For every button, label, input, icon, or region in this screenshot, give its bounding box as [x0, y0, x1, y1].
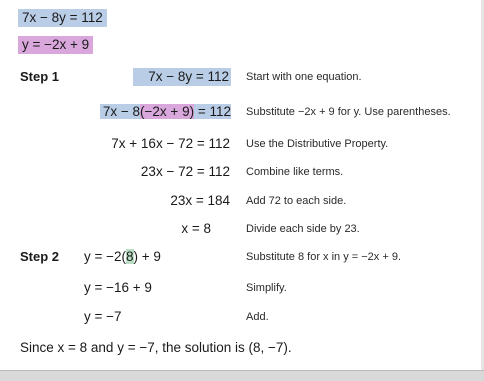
step-1-equation-6: x = 8 [181, 221, 211, 236]
step-1-description-4: Combine like terms. [246, 166, 344, 178]
equation-part-2: = 112 [194, 104, 231, 119]
step-1-equation-4: 23x − 72 = 112 [140, 164, 230, 179]
step-1-description-5: Add 72 to each side. [246, 195, 347, 207]
step-1-description-1: Start with one equation. [246, 71, 362, 83]
close-paren: ) [133, 249, 139, 264]
step-2-description-1: Substitute 8 for x in y = −2x + 9. [246, 251, 402, 263]
step-2-description-2: Simplify. [246, 282, 287, 294]
equation-part-1: y = −2 [84, 249, 122, 264]
bottom-bar [0, 370, 484, 381]
substituted-expression: (−2x + 9) [140, 104, 195, 119]
equation-part-2: + 9 [138, 249, 161, 264]
step-1-description-2: Substitute −2x + 9 for y. Use parentheses. [246, 106, 451, 118]
step-1-equation-2 [86, 103, 231, 121]
equation-2: y = −2x + 9 [18, 36, 93, 54]
step-1-label: Step 1 [20, 69, 60, 84]
open-paren: ( [121, 249, 127, 264]
step-1-equation-3: 7x + 16x − 72 = 112 [111, 136, 230, 151]
step-1-description-3: Use the Distributive Property. [246, 138, 389, 150]
substituted-value [122, 249, 139, 264]
step-1-equation-5: 23x = 184 [170, 193, 230, 208]
step-2-label: Step 2 [20, 249, 60, 264]
equation-part-1: 7x − 8 [100, 104, 140, 119]
step-2-equation-3: y = −7 [84, 309, 122, 324]
conclusion: Since x = 8 and y = −7, the solution is (8, −7). [20, 340, 292, 355]
step-1-description-6: Divide each side by 23. [246, 223, 360, 235]
step-2-equation-1 [84, 248, 161, 266]
step-2-equation-2: y = −16 + 9 [84, 280, 152, 295]
substituted-number: 8 [126, 249, 134, 264]
equation-1: 7x − 8y = 112 [18, 9, 107, 27]
step-1-equation-1: 7x − 8y = 112 [133, 68, 231, 86]
step-2-description-3: Add. [246, 311, 269, 323]
